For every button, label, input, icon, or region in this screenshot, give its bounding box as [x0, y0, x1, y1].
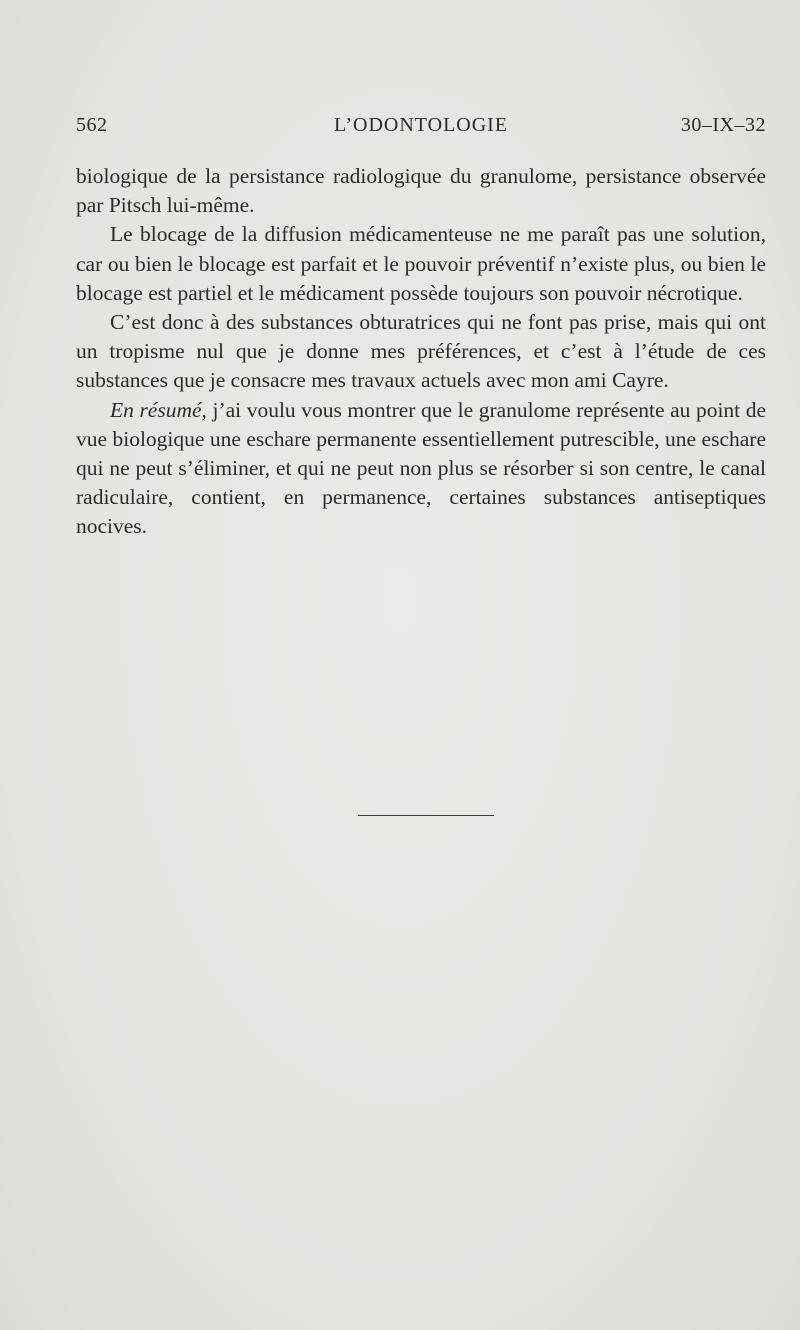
paragraph-continuation	[76, 162, 766, 220]
paragraph-resume	[76, 396, 766, 542]
paragraph-text: biologique de la persistance radiologique du granulome, persistance observée par Pitsch lui-même.	[76, 164, 766, 218]
paragraph-text: C’est donc à des substances obturatrices qui ne font pas prise, mais qui ont un tropisme nul que je donne mes préférences, et c’est à l’étude de ces substances que je consacre mes travaux actuels avec mon ami Cayre.	[76, 310, 766, 393]
paragraph-lead-italic: En résumé,	[110, 397, 207, 422]
paragraph-substances	[76, 308, 766, 396]
running-head	[76, 114, 766, 144]
page-number: 562	[76, 114, 108, 136]
paragraph-text: j’ai voulu vous montrer que le granulome représente au point de vue biologique une eschare permanente essentiellement putrescible, une eschare qui ne peut s’éliminer, et qui ne peut non plus se résorber si son centre, le canal radiculaire, contient, en permanence, certaines substances antiseptiques nocives.	[76, 397, 766, 539]
paragraph-text: Le blocage de la diffusion médicamenteuse ne me paraît pas une solution, car ou bien le blocage est parfait et le pouvoir préventif n’existe plus, ou bien le blocage est partiel et le médicament possède toujours son pouvoir nécrotique.	[76, 222, 766, 305]
section-end-rule	[358, 815, 494, 816]
paragraph-blocage	[76, 220, 766, 308]
body-text	[76, 162, 766, 542]
issue-date: 30–IX–32	[680, 114, 766, 136]
journal-title: L’ODONTOLOGIE	[333, 114, 509, 136]
